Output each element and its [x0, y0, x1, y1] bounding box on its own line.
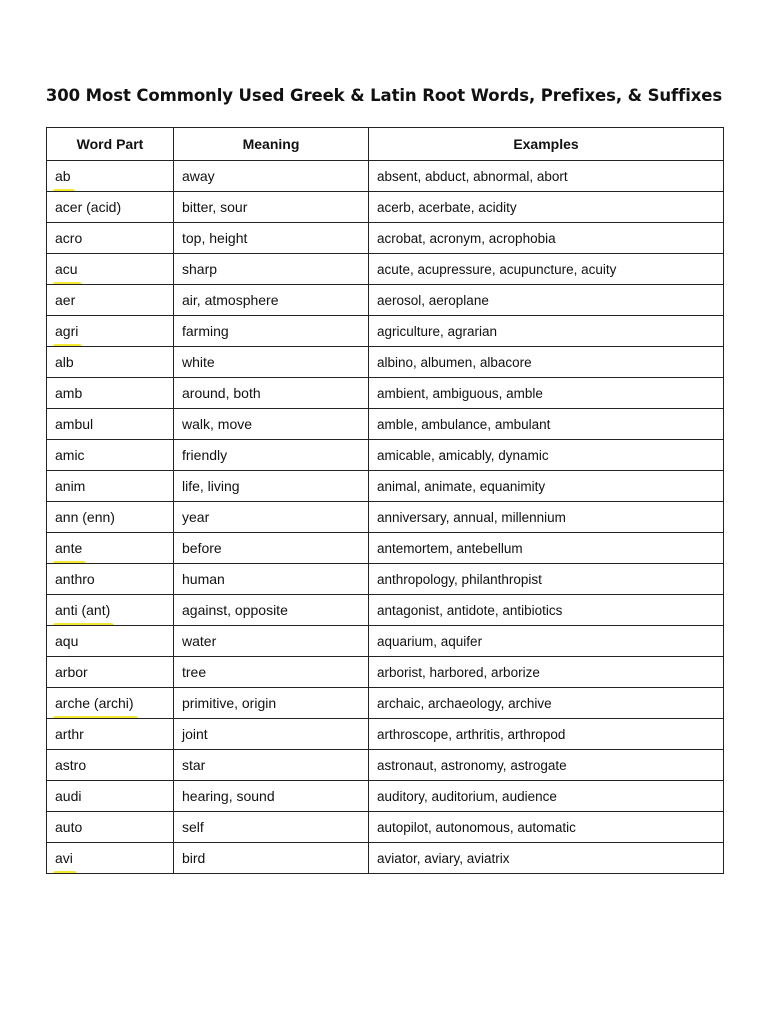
examples-cell: aquarium, aquifer — [369, 626, 724, 657]
table-row — [47, 843, 724, 874]
meaning-cell: top, height — [174, 223, 369, 254]
meaning-cell: against, opposite — [174, 595, 369, 626]
examples-cell: aviator, aviary, aviatrix — [369, 843, 724, 874]
column-header-meaning: Meaning — [174, 128, 369, 161]
word-part-text: anthro — [55, 571, 95, 587]
root-words-table — [46, 127, 724, 874]
table-row — [47, 409, 724, 440]
table-row — [47, 285, 724, 316]
examples-cell: arthroscope, arthritis, arthropod — [369, 719, 724, 750]
word-part-text: arche (archi) — [55, 695, 134, 711]
word-part-text: amic — [55, 447, 85, 463]
word-part-text: ab — [55, 168, 71, 184]
word-part-cell — [47, 595, 174, 626]
examples-cell: acute, acupressure, acupuncture, acuity — [369, 254, 724, 285]
word-part-text: acro — [55, 230, 83, 246]
word-part-text: aer — [55, 292, 76, 308]
table-row — [47, 502, 724, 533]
examples-cell: autopilot, autonomous, automatic — [369, 812, 724, 843]
word-part-text: avi — [55, 850, 73, 866]
examples-cell: agriculture, agrarian — [369, 316, 724, 347]
word-part-text: astro — [55, 757, 87, 773]
word-part-text: anti (ant) — [55, 602, 110, 618]
word-part-text: arthr — [55, 726, 84, 742]
word-part-cell — [47, 657, 174, 688]
column-header-examples: Examples — [369, 128, 724, 161]
table-row — [47, 471, 724, 502]
word-part-cell — [47, 750, 174, 781]
word-part-text: alb — [55, 354, 74, 370]
meaning-cell: self — [174, 812, 369, 843]
examples-cell: ambient, ambiguous, amble — [369, 378, 724, 409]
table-row — [47, 223, 724, 254]
word-part-cell — [47, 502, 174, 533]
meaning-cell: human — [174, 564, 369, 595]
table-row — [47, 657, 724, 688]
examples-cell: antagonist, antidote, antibiotics — [369, 595, 724, 626]
examples-cell: absent, abduct, abnormal, abort — [369, 161, 724, 192]
word-part-cell — [47, 378, 174, 409]
table-row — [47, 812, 724, 843]
examples-cell: acerb, acerbate, acidity — [369, 192, 724, 223]
word-part-cell — [47, 471, 174, 502]
word-part-cell — [47, 409, 174, 440]
word-part-cell — [47, 843, 174, 874]
word-part-cell — [47, 533, 174, 564]
examples-cell: arborist, harbored, arborize — [369, 657, 724, 688]
table-header-row — [47, 128, 724, 161]
word-part-cell — [47, 688, 174, 719]
meaning-cell: around, both — [174, 378, 369, 409]
table-row — [47, 595, 724, 626]
meaning-cell: joint — [174, 719, 369, 750]
meaning-cell: air, atmosphere — [174, 285, 369, 316]
meaning-cell: water — [174, 626, 369, 657]
meaning-cell: star — [174, 750, 369, 781]
examples-cell: aerosol, aeroplane — [369, 285, 724, 316]
meaning-cell: tree — [174, 657, 369, 688]
word-part-text: ambul — [55, 416, 94, 432]
meaning-cell: life, living — [174, 471, 369, 502]
highlighter-mark — [53, 871, 77, 874]
word-part-cell — [47, 781, 174, 812]
meaning-cell: friendly — [174, 440, 369, 471]
meaning-cell: bitter, sour — [174, 192, 369, 223]
meaning-cell: away — [174, 161, 369, 192]
word-part-text: acu — [55, 261, 78, 277]
table-row — [47, 192, 724, 223]
table-row — [47, 440, 724, 471]
table-row — [47, 254, 724, 285]
word-part-cell — [47, 564, 174, 595]
word-part-text: ann (enn) — [55, 509, 115, 525]
document-title: 300 Most Commonly Used Greek & Latin Root Words, Prefixes, & Suffixes — [45, 86, 723, 105]
meaning-cell: farming — [174, 316, 369, 347]
table-row — [47, 719, 724, 750]
word-part-cell — [47, 719, 174, 750]
word-part-cell — [47, 347, 174, 378]
examples-cell: acrobat, acronym, acrophobia — [369, 223, 724, 254]
examples-cell: anniversary, annual, millennium — [369, 502, 724, 533]
examples-cell: auditory, auditorium, audience — [369, 781, 724, 812]
table-row — [47, 781, 724, 812]
word-part-cell — [47, 285, 174, 316]
word-part-text: agri — [55, 323, 78, 339]
table-row — [47, 564, 724, 595]
word-part-text: ante — [55, 540, 82, 556]
table-row — [47, 688, 724, 719]
word-part-text: acer (acid) — [55, 199, 122, 215]
meaning-cell: year — [174, 502, 369, 533]
meaning-cell: white — [174, 347, 369, 378]
word-part-text: anim — [55, 478, 86, 494]
examples-cell: antemortem, antebellum — [369, 533, 724, 564]
examples-cell: astronaut, astronomy, astrogate — [369, 750, 724, 781]
word-part-text: amb — [55, 385, 83, 401]
word-part-text: auto — [55, 819, 83, 835]
meaning-cell: bird — [174, 843, 369, 874]
meaning-cell: primitive, origin — [174, 688, 369, 719]
examples-cell: albino, albumen, albacore — [369, 347, 724, 378]
examples-cell: animal, animate, equanimity — [369, 471, 724, 502]
word-part-text: aqu — [55, 633, 79, 649]
table-body — [47, 161, 724, 874]
examples-cell: anthropology, philanthropist — [369, 564, 724, 595]
table-row — [47, 750, 724, 781]
word-part-text: arbor — [55, 664, 88, 680]
word-part-cell — [47, 161, 174, 192]
word-part-cell — [47, 812, 174, 843]
word-part-cell — [47, 626, 174, 657]
word-part-cell — [47, 192, 174, 223]
word-part-cell — [47, 440, 174, 471]
word-part-cell — [47, 254, 174, 285]
examples-cell: archaic, archaeology, archive — [369, 688, 724, 719]
meaning-cell: walk, move — [174, 409, 369, 440]
word-part-cell — [47, 223, 174, 254]
meaning-cell: hearing, sound — [174, 781, 369, 812]
meaning-cell: sharp — [174, 254, 369, 285]
meaning-cell: before — [174, 533, 369, 564]
word-part-cell — [47, 316, 174, 347]
table-row — [47, 161, 724, 192]
examples-cell: amicable, amicably, dynamic — [369, 440, 724, 471]
table-row — [47, 533, 724, 564]
table-row — [47, 378, 724, 409]
table-row — [47, 347, 724, 378]
word-part-text: audi — [55, 788, 82, 804]
table-row — [47, 626, 724, 657]
examples-cell: amble, ambulance, ambulant — [369, 409, 724, 440]
column-header-word-part: Word Part — [47, 128, 174, 161]
table-row — [47, 316, 724, 347]
